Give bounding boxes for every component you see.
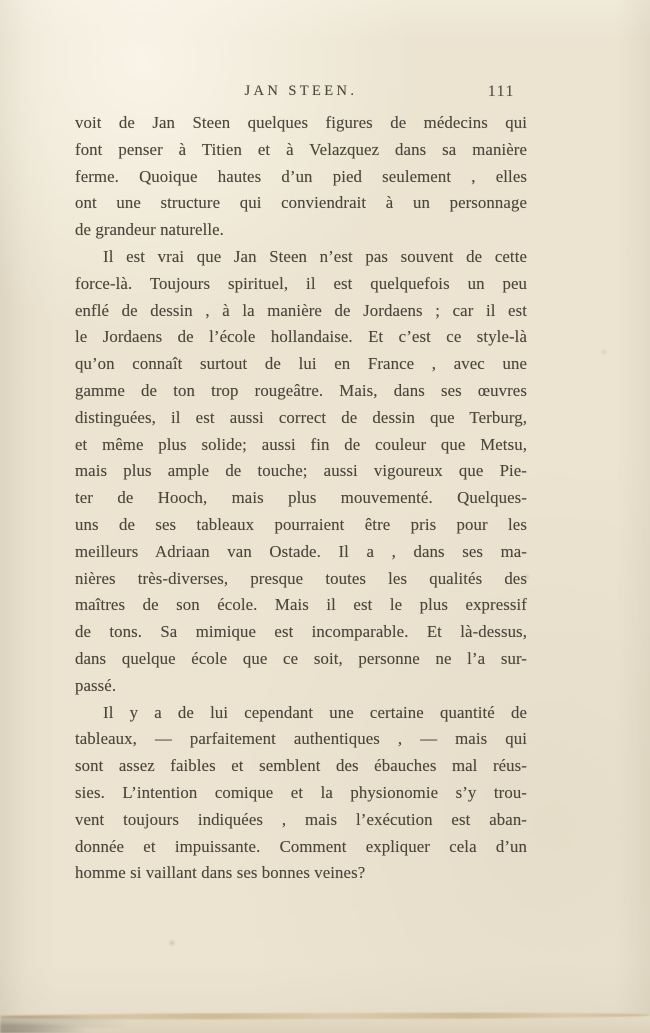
paragraph <box>75 110 527 244</box>
text-line: font penser à Titien et à Velazquez dans sa manière <box>75 139 527 159</box>
text-line: dans quelque école que ce soit, personne ne l’a sur- <box>75 648 527 668</box>
text-line: mais plus ample de touche; aussi vigoureux que Pie- <box>75 461 527 481</box>
text-line: le Jordaens de l’école hollandaise. Et c’est ce style-là <box>75 327 527 347</box>
text-line: meilleurs Adriaan van Ostade. Il a , dans ses ma- <box>75 541 527 561</box>
paragraph <box>75 700 527 888</box>
text-line: qu’on connaît surtout de lui en France , avec une <box>75 354 527 374</box>
text-line: de grandeur naturelle. <box>75 220 224 240</box>
text-line: Il est vrai que Jan Steen n’est pas souvent de cette <box>103 246 527 266</box>
paragraph <box>75 244 527 700</box>
bottom-corner-smudge <box>0 1021 90 1033</box>
text-line: enflé de dessin , à la manière de Jordaens ; car il est <box>75 300 527 320</box>
text-line: homme si vaillant dans ses bonnes veines? <box>75 863 366 883</box>
text-line: de tons. Sa mimique est incomparable. Et là-dessus, <box>75 622 527 642</box>
text-line: et même plus solide; aussi fin de couleur que Metsu, <box>75 434 527 454</box>
text-block <box>75 110 527 887</box>
text-line: sont assez faibles et semblent des ébauches mal réus- <box>75 756 527 776</box>
text-line: force-là. Toujours spirituel, il est quelquefois un peu <box>75 273 527 293</box>
page-bottom-edge <box>0 1004 650 1033</box>
text-line: distinguées, il est aussi correct de dessin que Terburg, <box>75 407 527 427</box>
page-number: 111 <box>487 83 515 100</box>
text-line: ferme. Quoique hautes d’un pied seulement , elles <box>75 166 527 186</box>
text-line: tableaux, — parfaitement authentiques , — mais qui <box>75 729 527 749</box>
text-line: Il y a de lui cependant une certaine quantité de <box>103 702 527 722</box>
text-line: gamme de ton trop rougeâtre. Mais, dans ses œuvres <box>75 380 527 400</box>
bottom-left-shadow <box>0 1016 150 1028</box>
text-line: sies. L’intention comique et la physionomie s’y trou- <box>75 782 527 802</box>
deckle-edge-ridge <box>0 1012 650 1020</box>
text-line: uns de ses tableaux pourraient être pris pour les <box>75 514 527 534</box>
text-line: voit de Jan Steen quelques figures de médecins qui <box>75 113 527 132</box>
text-line: maîtres de son école. Mais il est le plus expressif <box>75 595 527 615</box>
text-line: donnée et impuissante. Comment expliquer cela d’un <box>75 836 527 856</box>
running-title: JAN STEEN. <box>244 83 358 99</box>
under-page-surface <box>0 1016 650 1033</box>
page-header <box>75 83 527 105</box>
text-line: passé. <box>75 675 117 695</box>
text-line: ont une structure qui conviendrait à un personnage <box>75 193 527 213</box>
text-line: nières très-diverses, presque toutes les qualités des <box>75 568 527 588</box>
text-line: vent toujours indiquées , mais l’exécution est aban- <box>75 809 527 829</box>
text-line: ter de Hooch, mais plus mouvementé. Quelques- <box>75 488 527 508</box>
